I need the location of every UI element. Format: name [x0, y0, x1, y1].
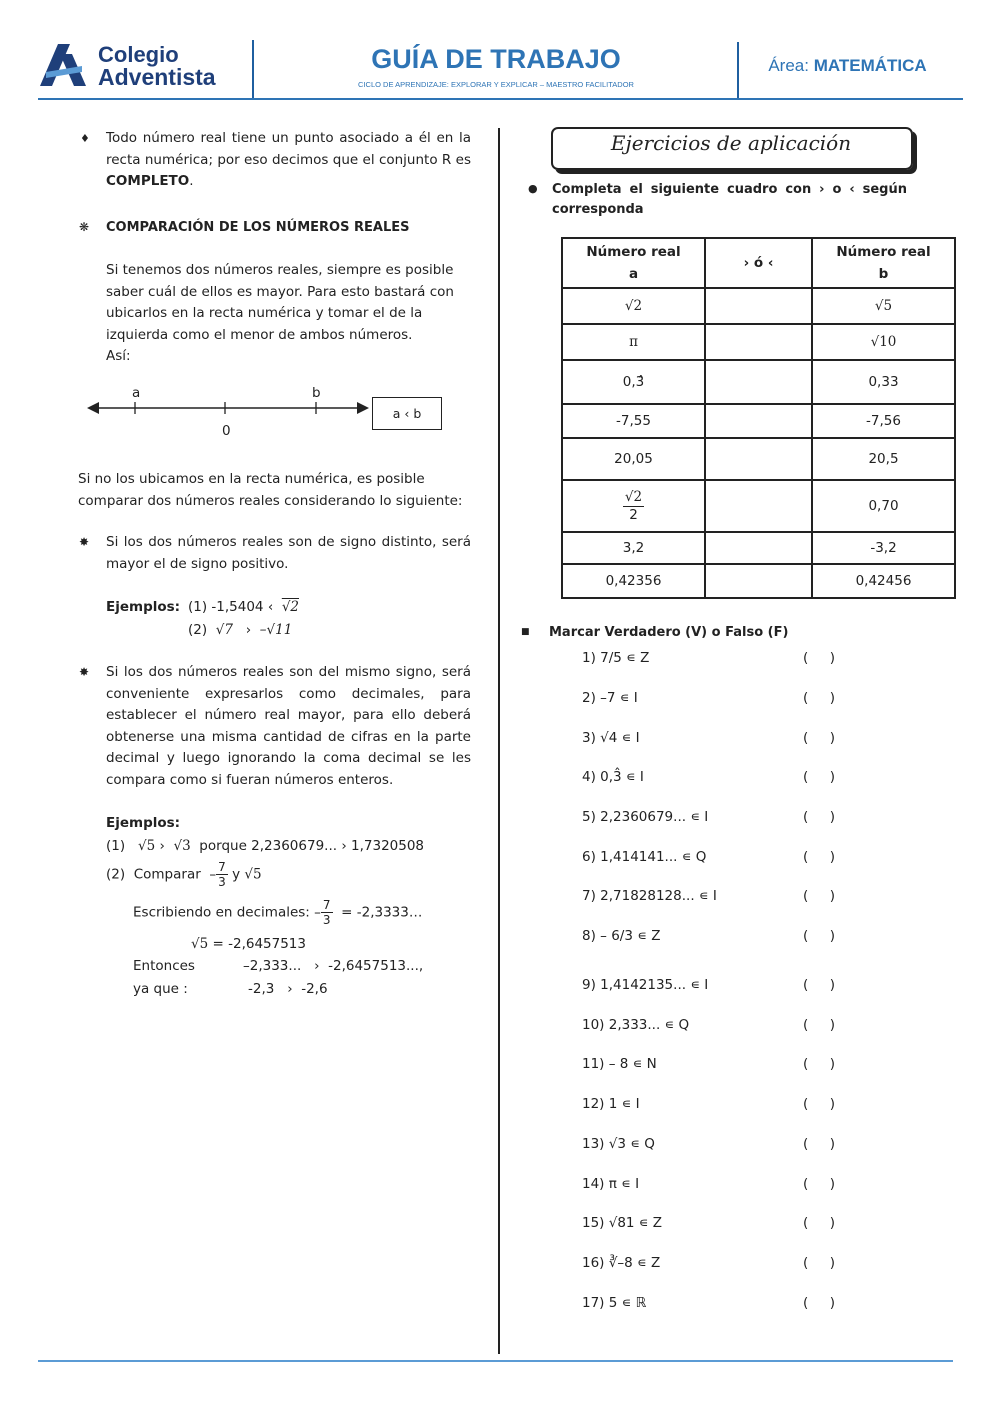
table-cell: 0,42356 — [562, 564, 705, 598]
tf-item-statement: 17) 5 ∊ ℝ — [582, 1295, 647, 1311]
tf-item-statement: 16) ∛–8 ∊ Z — [582, 1255, 661, 1271]
bullet-complete: Todo número real tiene un punto asociado a él en la recta numérica; por eso decimos que el conjunto R es COMPLETO. — [106, 130, 471, 189]
tf-item-statement: 9) 1,4142135... ∊ I — [582, 977, 709, 993]
tf-item-statement: 15) √81 ∊ Z — [582, 1215, 663, 1231]
tf-item-statement: 8) – 6/3 ∊ Z — [582, 928, 661, 944]
tf-item-statement: 11) – 8 ∊ N — [582, 1056, 657, 1072]
entonces-value: –2,333... › -2,6457513..., — [243, 958, 424, 974]
tf-answer-blank[interactable]: ( ) — [803, 1215, 835, 1231]
table-cell: -3,2 — [812, 532, 955, 564]
table-cell: 0,33 — [812, 360, 955, 404]
rule-different-sign: Si los dos números reales son de signo distinto, será mayor el de signo positivo. — [106, 534, 471, 572]
answer-cell[interactable] — [705, 532, 812, 564]
fraction: $\frac{√2}{2}$ — [624, 488, 643, 523]
tf-item-statement: 4) 0,3̂ ∊ I — [582, 769, 644, 785]
comparison-table — [561, 237, 956, 599]
paragraph-no-line: Si no los ubicamos en la recta numérica, es posible comparar dos números reales considerando lo siguiente: — [78, 471, 463, 509]
page-subtitle: CICLO DE APRENDIZAJE: EXPLORAR Y EXPLICAR – MAESTRO FACILITADOR — [358, 80, 634, 89]
tf-answer-blank[interactable]: ( ) — [803, 888, 835, 904]
tf-item-statement: 6) 1,414141... ∊ Q — [582, 849, 707, 865]
answer-cell[interactable] — [705, 404, 812, 438]
table-cell: √5 — [812, 288, 955, 324]
instruction-vf: Marcar Verdadero (V) o Falso (F) — [549, 625, 789, 640]
tf-item-statement: 13) √3 ∊ Q — [582, 1136, 655, 1152]
table-header: Número real b — [812, 238, 955, 288]
tf-answer-blank[interactable]: ( ) — [803, 809, 835, 825]
table-cell: 0,42456 — [812, 564, 955, 598]
header-rule — [38, 98, 963, 100]
number-line-b: b — [312, 385, 321, 401]
table-cell: 3,2 — [562, 532, 705, 564]
table-cell: -7,55 — [562, 404, 705, 438]
area-label: Área: MATEMÁTICA — [768, 56, 927, 75]
number-line-box: a ‹ b — [372, 397, 442, 430]
answer-cell[interactable] — [705, 288, 812, 324]
tf-answer-blank[interactable]: ( ) — [803, 928, 835, 944]
tf-item-statement: 10) 2,333... ∊ Q — [582, 1017, 690, 1033]
tf-answer-blank[interactable]: ( ) — [803, 730, 835, 746]
logo-icon — [38, 42, 88, 88]
instruction-table: Completa el siguiente cuadro con › o ‹ según corresponda — [552, 182, 907, 217]
table-cell: -7,56 — [812, 404, 955, 438]
tf-answer-blank[interactable]: ( ) — [803, 1176, 835, 1192]
page-title: GUÍA DE TRABAJO — [371, 44, 621, 74]
table-header: › ó ‹ — [705, 238, 812, 288]
table-cell: 20,5 — [812, 438, 955, 480]
example-sqrt: (1) √5 › √3 porque 2,2360679... › 1,7320508 — [106, 838, 425, 854]
logo-text: Colegio Adventista — [98, 42, 216, 90]
tf-item-statement: 2) –7 ∊ I — [582, 690, 638, 706]
tf-item-statement: 12) 1 ∊ I — [582, 1096, 640, 1112]
answer-cell[interactable] — [705, 564, 812, 598]
star-bullet-icon: ✸ — [79, 535, 90, 549]
diamond-bullet-icon: ♦ — [80, 132, 90, 145]
tf-answer-blank[interactable]: ( ) — [803, 769, 835, 785]
header-divider — [737, 42, 739, 98]
section-title: COMPARACIÓN DE LOS NÚMEROS REALES — [106, 220, 410, 235]
answer-cell[interactable] — [705, 324, 812, 360]
table-cell: √2 — [562, 288, 705, 324]
table-header: Número real a — [562, 238, 705, 288]
tf-answer-blank[interactable]: ( ) — [803, 849, 835, 865]
decimal-line: Escribiendo en decimales: – $\frac{7}{3}$ = -2,3333… — [133, 898, 423, 927]
examples-label: Ejemplos: — [106, 599, 181, 615]
tf-item-statement: 5) 2,2360679... ∊ I — [582, 809, 709, 825]
table-cell: 0,70 — [812, 480, 955, 532]
table-cell: 0,3̂ — [562, 360, 705, 404]
answer-cell[interactable] — [705, 360, 812, 404]
tf-answer-blank[interactable]: ( ) — [803, 1056, 835, 1072]
table-cell — [562, 480, 705, 532]
example-1: (1) -1,5404 ‹ √2 — [188, 599, 300, 615]
number-line-a: a — [132, 385, 141, 401]
tf-answer-blank[interactable]: ( ) — [803, 1295, 835, 1311]
examples-label: Ejemplos: — [106, 815, 181, 831]
paragraph-compare: Si tenemos dos números reales, siempre es posible saber cuál de ellos es mayor. Para esto bastará con ubicarlos en la recta numérica y tomar el de la izquierda como el menor de ambos números. Así: — [106, 262, 454, 364]
number-line-zero: 0 — [222, 423, 231, 439]
tf-item-statement: 1) 7/5 ∊ Z — [582, 650, 650, 666]
table-cell: √10 — [812, 324, 955, 360]
example-compare: (2) Comparar – $\frac{7}{3}$ y √5 — [106, 860, 262, 889]
bullet-icon: ● — [528, 182, 538, 195]
table-cell: 20,05 — [562, 438, 705, 480]
tf-item-statement: 14) π ∊ I — [582, 1176, 640, 1192]
footer-rule — [38, 1360, 953, 1362]
entonces-label: Entonces — [133, 958, 195, 974]
answer-cell[interactable] — [705, 480, 812, 532]
tf-answer-blank[interactable]: ( ) — [803, 977, 835, 993]
star-bullet-icon: ❋ — [79, 220, 90, 234]
tf-answer-blank[interactable]: ( ) — [803, 690, 835, 706]
tf-answer-blank[interactable]: ( ) — [803, 1096, 835, 1112]
ya-que-value: -2,3 › -2,6 — [248, 981, 328, 997]
tf-item-statement: 3) √4 ∊ I — [582, 730, 640, 746]
ya-que-label: ya que : — [133, 981, 188, 997]
rule-same-sign: Si los dos números reales son del mismo signo, será conveniente expresarlos como decimales, para establecer el número real mayor, para ello deberá obtenerse una misma cantidad de cifras en la parte decimal y luego ignorando la coma decimal se les compara como si fueran números enteros. — [106, 664, 471, 788]
star-bullet-icon: ✸ — [79, 665, 90, 679]
column-divider — [498, 128, 500, 1354]
answer-cell[interactable] — [705, 438, 812, 480]
exercise-title: Ejercicios de aplicación — [610, 131, 852, 155]
tf-answer-blank[interactable]: ( ) — [803, 1136, 835, 1152]
example-2: (2) √7 › –√11 — [188, 622, 293, 638]
decimal-line-2: √5 = -2,6457513 — [191, 936, 306, 952]
square-bullet-icon: ■ — [521, 627, 530, 637]
table-cell: π — [562, 324, 705, 360]
header-divider — [252, 40, 254, 98]
tf-item-statement: 7) 2,71828128... ∊ I — [582, 888, 717, 904]
tf-answer-blank[interactable]: ( ) — [803, 1017, 835, 1033]
tf-answer-blank[interactable]: ( ) — [803, 650, 835, 666]
tf-answer-blank[interactable]: ( ) — [803, 1255, 835, 1271]
